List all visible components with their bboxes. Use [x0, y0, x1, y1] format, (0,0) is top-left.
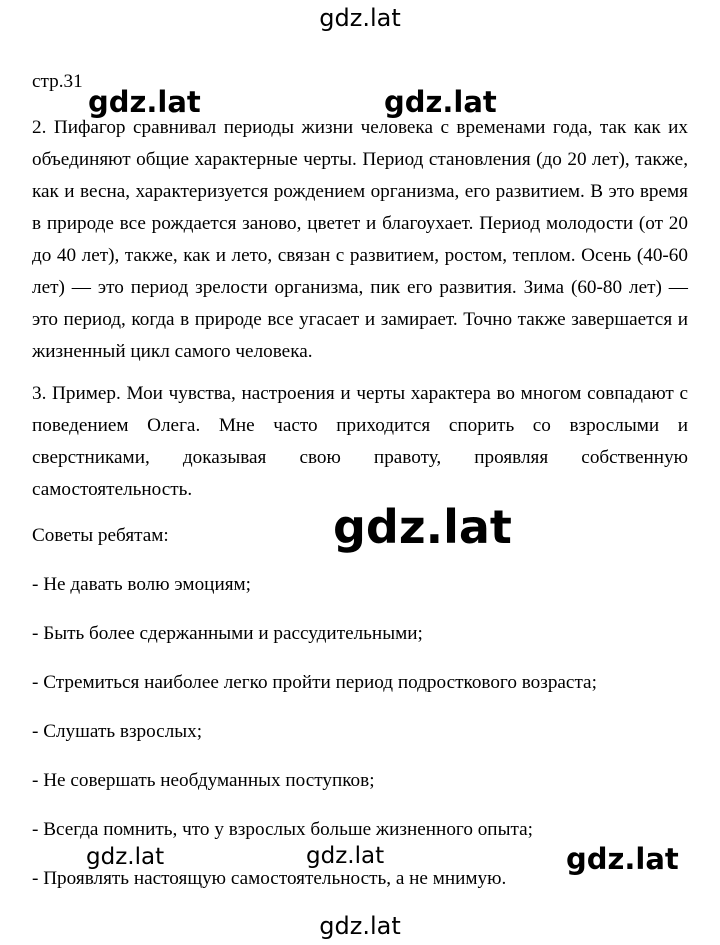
tips-title: Советы ребятам:: [32, 525, 169, 546]
list-item: - Быть более сдержанными и рассудительными;: [32, 618, 688, 650]
watermark-top: gdz.lat: [319, 4, 401, 32]
watermark-bottom: gdz.lat: [319, 912, 401, 940]
watermark-small-left: gdz.lat: [86, 844, 165, 870]
watermark-small-center: gdz.lat: [306, 843, 385, 869]
list-item: - Проявлять настоящую самостоятельность, а не мнимую.: [32, 863, 688, 895]
list-item: - Не совершать необдуманных поступков;: [32, 765, 688, 797]
document-page: [32, 66, 688, 895]
paragraph-2: 2. Пифагор сравнивал периоды жизни человека с временами года, так как их объединяют общие характерные черты. Период становления (до 20 лет), также, как и весна, характеризуется рождением организма, его развитием. В это время в природе все рождается заново, цветет и благоухает. Период молодости (от 20 до 40 лет), также, как и лето, связан с развитием, ростом, теплом. Осень (40-60 лет) — это период зрелости организма, пик его развития. Зима (60-80 лет) — это период, когда в природе все угасает и замирает. Точно также завершается и жизненный цикл самого человека.: [32, 117, 688, 362]
list-item: - Не давать волю эмоциям;: [32, 569, 688, 601]
list-item: - Всегда помнить, что у взрослых больше жизненного опыта;: [32, 814, 688, 846]
list-item: - Стремиться наиболее легко пройти период подросткового возраста;: [32, 667, 688, 699]
watermark-bold-right: gdz.lat: [566, 842, 679, 876]
list-item: - Слушать взрослых;: [32, 716, 688, 748]
watermark-bold-center: gdz.lat: [384, 85, 497, 119]
page-label: стр.31: [32, 71, 83, 92]
paragraph-3: 3. Пример. Мои чувства, настроения и черты характера во многом совпадают с поведением Олега. Мне часто приходится спорить со взрослыми и сверстниками, доказывая свою правоту, проявляя собственную самостоятельность.: [32, 383, 688, 500]
watermark-big-center: gdz.lat: [333, 500, 512, 554]
watermark-bold-left: gdz.lat: [88, 85, 201, 119]
